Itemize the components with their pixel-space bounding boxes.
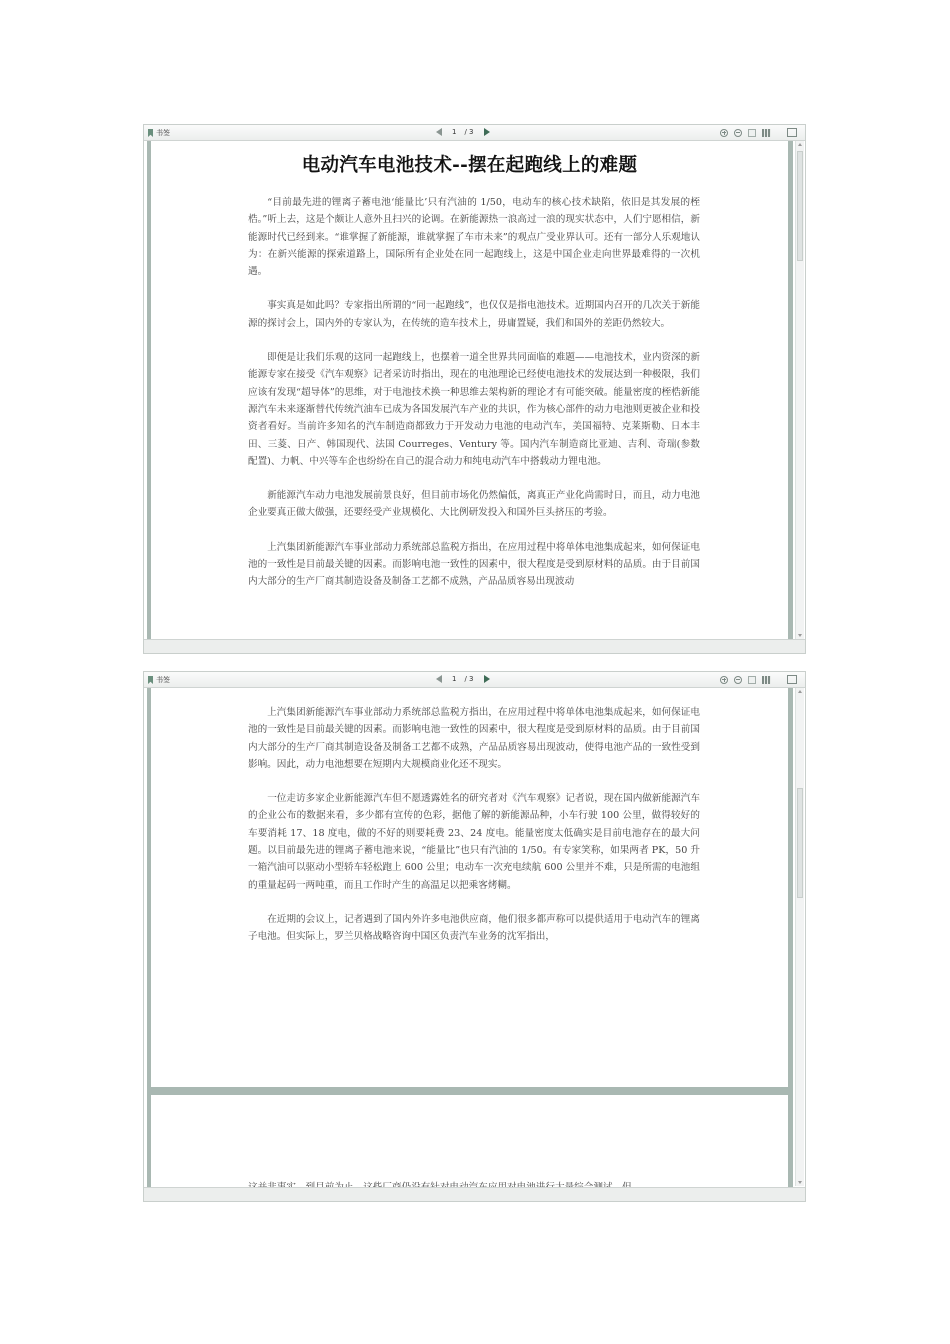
scroll-up-icon[interactable] [798, 690, 802, 693]
paragraph: 一位走访多家企业新能源汽车但不愿透露姓名的研究者对《汽车观察》记者说，现在国内做新能源汽车的企业公布的数据来看，多少都有宣传的色彩，据他了解的新能源品种，小车行驶 100 公里，做得较好的车要消耗 17、18 度电，做的不好的则要耗费 23、24 度电。能量密度太低确实是目前电池存在的最大问题。以目前最先进的锂离子蓄电池来说，“能量比”也只有汽油的 1/50。有专家笑称，如果两者 PK，50 升一箱汽油可以驱动小型轿车轻松跑上 600 公里；电动车一次充电续航 600 公里并不难，只是所需的电池组的重量起码一两吨重，而且工作时产生的高温足以把乘客烤糊。 [248, 793, 700, 891]
paragraph: 上汽集团新能源汽车事业部动力系统部总监税方指出，在应用过程中将单体电池集成起来，如何保证电池的一致性是目前最关键的因素。而影响电池一致性的因素中，很大程度是受到原材料的品质。由于目前国内大部分的生产厂商其制造设备及制备工艺都不成熟，产品品质容易出现波动，使得电池产品的一致性受到影响。因此，动力电池想要在短期内大规模商业化还不现实。 [248, 707, 700, 770]
scrollbar-thumb[interactable] [797, 151, 803, 261]
horizontal-scrollbar[interactable] [144, 639, 805, 653]
prev-page-icon[interactable] [436, 675, 442, 683]
paragraph: 上汽集团新能源汽车事业部动力系统部总监税方指出，在应用过程中将单体电池集成起来，如何保证电池的一致性是目前最关键的因素。而影响电池一致性的因素中，很大程度是受到原材料的品质。由于目前国内大部分的生产厂商其制造设备及制备工艺都不成熟，产品品质容易出现波动 [248, 541, 700, 588]
zoom-in-icon[interactable] [720, 129, 728, 137]
vertical-scrollbar[interactable] [795, 141, 804, 639]
prev-page-icon[interactable] [436, 128, 442, 136]
paragraph: 事实真是如此吗？专家指出所谓的“同一起跑线”，也仅仅是指电池技术。近期国内召开的几次关于新能源的探讨会上，国内外的专家认为，在传统的造车技术上，毋庸置疑，我们和国外的差距仍然较大。 [248, 300, 700, 329]
scrollbar-thumb[interactable] [797, 788, 803, 898]
bookmark-toggle[interactable] [148, 675, 170, 685]
bookmark-icon [148, 676, 153, 684]
paragraph: 新能源汽车动力电池发展前景良好，但目前市场化仍然偏低，离真正产业化尚需时日，而且，动力电池企业要真正做大做强，还要经受产业规模化、大比例研发投入和国外巨头挤压的考验。 [248, 490, 700, 519]
total-pages: / 3 [464, 128, 474, 136]
viewer-toolbar [144, 672, 805, 688]
current-page-number[interactable]: 1 [452, 675, 457, 683]
current-page-number[interactable]: 1 [452, 128, 457, 136]
pdf-viewer-1 [143, 124, 806, 654]
scroll-up-icon[interactable] [798, 143, 802, 146]
document-page [151, 688, 788, 1093]
single-page-icon[interactable] [748, 129, 756, 137]
bookmark-toggle[interactable] [148, 128, 170, 138]
document-page [151, 141, 788, 639]
scroll-down-icon[interactable] [798, 634, 802, 637]
horizontal-scrollbar[interactable] [144, 1187, 805, 1201]
page-frame-right [788, 688, 793, 1188]
single-page-icon[interactable] [748, 676, 756, 684]
document-body [248, 194, 700, 608]
page-navigator [436, 675, 490, 683]
zoom-out-icon[interactable] [734, 676, 742, 684]
view-controls [720, 675, 797, 684]
fullscreen-icon[interactable] [787, 675, 797, 684]
document-title: 电动汽车电池技术--摆在起跑线上的难题 [301, 155, 638, 176]
bookmark-icon [148, 129, 153, 137]
bookmark-label: 书签 [156, 676, 170, 684]
paragraph: “目前最先进的锂离子蓄电池‘能量比’只有汽油的 1/50，电动车的核心技术缺陷，依旧是其发展的桎梏。”听上去，这是个颇让人意外且扫兴的论调。在新能源热一浪高过一浪的现实状态中，人们宁愿相信，新能源时代已经到来。“谁掌握了新能源，谁就掌握了车市未来”的观点广受业界认可。还有一部分人乐观地认为：在新兴能源的探索道路上，国际所有企业处在同一起跑线上，这是中国企业走向世界最难得的一次机遇。 [248, 197, 700, 278]
page-frame-right [788, 141, 793, 641]
vertical-scrollbar[interactable] [795, 688, 804, 1186]
fullscreen-icon[interactable] [787, 128, 797, 137]
next-page-icon[interactable] [484, 675, 490, 683]
paragraph: 即便是让我们乐观的这同一起跑线上，也摆着一道全世界共同面临的难题——电池技术，业内资深的新能源专家在接受《汽车观察》记者采访时指出，现在的电池理论已经使电池技术的发展达到一种极限，我们应该有发现“超导体”的思维，对于电池技术换一种思维去架构新的理论才有可能突破。能量密度的桎梏新能源汽车未来逐渐替代传统汽油车已成为各国发展汽车产业的共识，作为核心部件的动力电池则更被企业和投资者看好。当前许多知名的汽车制造商都致力于开发动力电池的电动汽车，美国福特、克莱斯勒、日本丰田、三菱、日产、韩国现代、法国 Courreges、Ventury 等。国内汽车制造商比亚迪、吉利、奇瑞(参数配置)、力帆、中兴等车企也纷纷在自己的混合动力和纯电动汽车中搭载动力锂电池。 [248, 352, 700, 467]
paragraph: 在近期的会议上，记者遇到了国内外许多电池供应商，他们很多都声称可以提供适用于电动汽车的锂离子电池。但实际上，罗兰贝格战略咨询中国区负责汽车业务的沈军指出， [248, 913, 700, 943]
next-document-page [151, 1095, 788, 1186]
page-separator [147, 1087, 793, 1095]
total-pages: / 3 [464, 675, 474, 683]
view-controls [720, 128, 797, 137]
next-page-icon[interactable] [484, 128, 490, 136]
multi-page-icon[interactable] [762, 676, 771, 684]
multi-page-icon[interactable] [762, 129, 771, 137]
viewer-toolbar [144, 125, 805, 141]
zoom-out-icon[interactable] [734, 129, 742, 137]
pdf-viewer-2 [143, 671, 806, 1202]
zoom-in-icon[interactable] [720, 676, 728, 684]
document-body [248, 704, 700, 963]
scroll-down-icon[interactable] [798, 1181, 802, 1184]
bookmark-label: 书签 [156, 129, 170, 137]
page-navigator [436, 128, 490, 136]
